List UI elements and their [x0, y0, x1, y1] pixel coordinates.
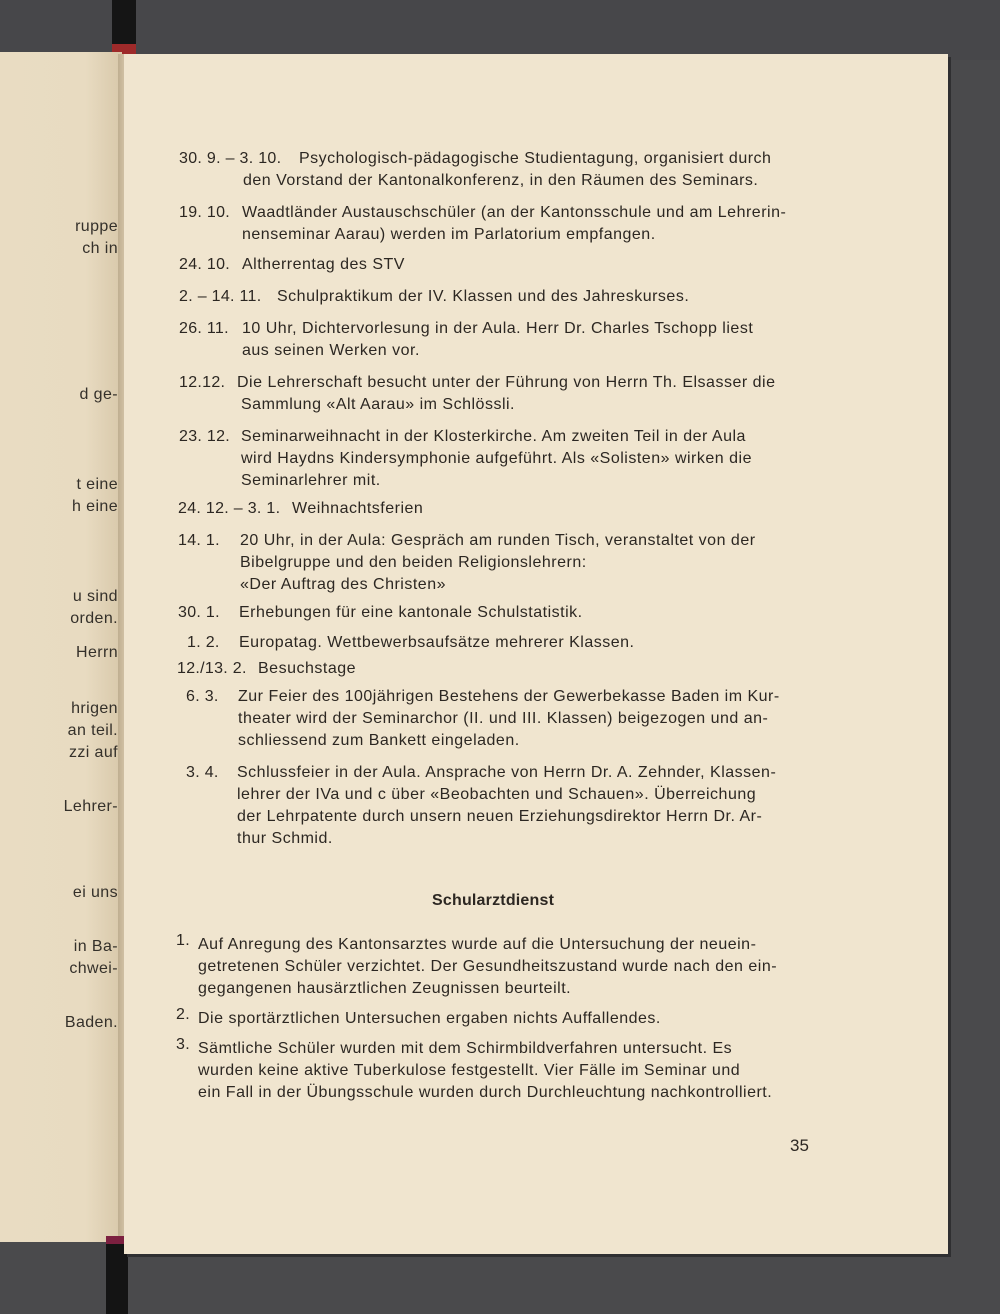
left-text-fragment: orden.: [70, 610, 118, 627]
entry-date: 14. 1.: [178, 532, 220, 549]
entry-line: aus seinen Werken vor.: [242, 342, 420, 359]
entry-line: Altherrentag des STV: [242, 256, 405, 273]
entry-date: 3. 4.: [186, 764, 219, 781]
entry-date: 26. 11.: [179, 320, 229, 337]
left-text-fragment: Baden.: [64, 1014, 118, 1031]
left-text-fragment: t eine: [76, 476, 118, 493]
right-page: [124, 54, 948, 1254]
entry-line: theater wird der Seminarchor (II. und III. Klassen) beigezogen und an-: [238, 710, 769, 727]
entry-line: Erhebungen für eine kantonale Schulstatistik.: [239, 604, 583, 621]
entry-line: der Lehrpatente durch unsern neuen Erziehungsdirektor Herrn Dr. Ar-: [237, 808, 763, 825]
entry-line: den Vorstand der Kantonalkonferenz, in den Räumen des Seminars.: [243, 172, 759, 189]
entry-line: Sammlung «Alt Aarau» im Schlössli.: [241, 396, 515, 413]
entry-line: Seminarlehrer mit.: [241, 472, 381, 489]
left-text-fragment: ei uns: [72, 884, 118, 901]
entry-line: Schlussfeier in der Aula. Ansprache von Herrn Dr. A. Zehnder, Klassen-: [237, 764, 777, 781]
item-number: 3.: [176, 1036, 190, 1053]
entry-line: «Der Auftrag des Christen»: [240, 576, 446, 593]
entry-line: Seminarweihnacht in der Klosterkirche. Am zweiten Teil in der Aula: [241, 428, 746, 445]
entry-date: 24. 10.: [179, 256, 231, 273]
item-line: getretenen Schüler verzichtet. Der Gesundheitszustand wurde nach den ein-: [198, 958, 778, 975]
entry-line: Die Lehrerschaft besucht unter der Führung von Herrn Th. Elsasser die: [237, 374, 776, 391]
left-text-fragment: chwei-: [69, 960, 118, 977]
left-text-fragment: h eine: [72, 498, 118, 515]
entry-line: nenseminar Aarau) werden im Parlatorium empfangen.: [242, 226, 656, 243]
entry-date: 2. – 14. 11.: [179, 288, 262, 305]
left-text-fragment: u sind: [72, 588, 118, 605]
entry-line: Europatag. Wettbewerbsaufsätze mehrerer Klassen.: [239, 634, 635, 651]
entry-line: Psychologisch-pädagogische Studientagung, organisiert durch: [299, 150, 772, 167]
entry-date: 30. 9. – 3. 10.: [179, 150, 282, 167]
item-line: Auf Anregung des Kantonsarztes wurde auf die Untersuchung der neuein-: [198, 936, 757, 953]
entry-date: 1. 2.: [187, 634, 220, 651]
left-text-fragment: ch in: [82, 240, 118, 257]
entry-date: 6. 3.: [186, 688, 219, 705]
left-page: [0, 52, 122, 1242]
item-line: ein Fall in der Übungsschule wurden durch Durchleuchtung nachkontrolliert.: [198, 1084, 773, 1101]
entry-date: 30. 1.: [178, 604, 220, 621]
entry-date: 24. 12. – 3. 1.: [178, 500, 281, 517]
left-text-fragment: ruppe: [75, 218, 118, 235]
entry-date: 23. 12.: [179, 428, 231, 445]
left-text-fragment: zzi auf: [68, 744, 118, 761]
entry-date: 12./13. 2.: [177, 660, 247, 677]
entry-line: lehrer der IVa und c über «Beobachten und Schauen». Überreichung: [237, 786, 757, 803]
left-text-fragment: an teil.: [67, 722, 118, 739]
entry-line: wird Haydns Kindersymphonie aufgeführt. Als «Solisten» wirken die: [241, 450, 752, 467]
item-number: 2.: [176, 1006, 190, 1023]
left-text-fragment: d ge-: [79, 386, 118, 403]
entry-line: Zur Feier des 100jährigen Bestehens der Gewerbekasse Baden im Kur-: [238, 688, 780, 705]
entry-date: 12.12.: [179, 374, 226, 391]
entry-line: Besuchstage: [258, 660, 357, 677]
item-number: 1.: [176, 932, 190, 949]
left-text-fragment: Lehrer-: [63, 798, 118, 815]
left-text-fragment: in Ba-: [73, 938, 118, 955]
entry-line: Bibelgruppe und den beiden Religionslehrern:: [240, 554, 587, 571]
section-heading: Schularztdienst: [432, 892, 555, 909]
entry-line: 10 Uhr, Dichtervorlesung in der Aula. Herr Dr. Charles Tschopp liest: [242, 320, 754, 337]
entry-line: schliessend zum Bankett eingeladen.: [238, 732, 520, 749]
background-top: [0, 0, 1000, 60]
entry-line: Waadtländer Austauschschüler (an der Kantonsschule und am Lehrerin-: [242, 204, 787, 221]
entry-line: Schulpraktikum der IV. Klassen und des Jahreskurses.: [277, 288, 690, 305]
item-line: Sämtliche Schüler wurden mit dem Schirmbildverfahren untersucht. Es: [198, 1040, 733, 1057]
item-line: wurden keine aktive Tuberkulose festgestellt. Vier Fälle im Seminar und: [198, 1062, 741, 1079]
item-line: Die sportärztlichen Untersuchen ergaben nichts Auffallendes.: [198, 1010, 661, 1027]
entry-line: 20 Uhr, in der Aula: Gespräch am runden Tisch, veranstaltet von der: [240, 532, 756, 549]
left-text-fragment: hrigen: [71, 700, 118, 717]
item-line: gegangenen hausärztlichen Zeugnissen beurteilt.: [198, 980, 572, 997]
page-number: 35: [790, 1136, 809, 1155]
entry-line: thur Schmid.: [237, 830, 333, 847]
entry-line: Weihnachtsferien: [292, 500, 424, 517]
entry-date: 19. 10.: [179, 204, 231, 221]
left-text-fragment: Herrn: [75, 644, 118, 661]
